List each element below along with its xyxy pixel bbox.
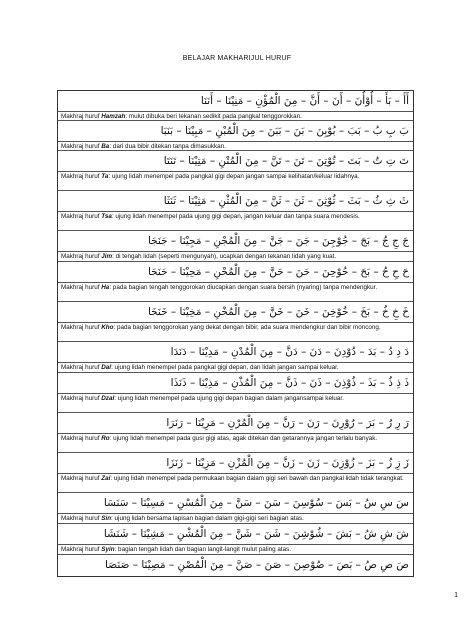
- arabic-exercise-row: حَ حِ حُ – بَحَ – حُوْحِنَ – حَنَ – حَنَّ – مِنَ الْمُحْنِ – مَحِيْنَا – حَنَحَا: [58, 262, 413, 283]
- letter-name: Syin: [101, 546, 115, 553]
- arabic-exercise-row: ثَ ثِ ثُ – بَثَ – ثُوْثِنَ – ثَنَ – ثَنَّ – مِنَ الْمُثْنِ – مَثِيْنَا – ثَنَثَا: [58, 191, 413, 212]
- letter-name: Ta: [101, 173, 109, 180]
- description-prefix: Makhraj huruf: [61, 435, 102, 442]
- arabic-exercise-row: سَ سِ سُ – بَسَ – سُوْسِنَ – سَنَ – سَنَّ – مِنَ الْمُسْنِ – مَسِيْنَا – سَنَسَا: [58, 493, 413, 514]
- description-prefix: Makhraj huruf: [61, 515, 102, 522]
- description-prefix: Makhraj huruf: [61, 364, 102, 371]
- arabic-exercise-row: صَ صِ صُ – بَصَ – صُوْصِنَ – صَنَ – صَنَّ – مِنَ الْمُصْنِ – مَصِيْنَا – صَنَصَا: [105, 559, 409, 571]
- letter-name: Jim: [101, 253, 113, 260]
- arabic-exercise-row: شَ شِ شُ – بَشَ – شُوْشِنَ – شَنَ – شَنَّ – مِنَ الْمُشْنِ – مَشِيْنَا – شَنَشَا: [58, 524, 413, 545]
- makhraj-description: [58, 323, 413, 342]
- makhraj-description: [58, 283, 413, 302]
- page-number: 1: [454, 592, 458, 599]
- letter-name: Ha: [101, 284, 110, 291]
- description-text: : pada bagian tenggorokan yang dekat dengan bibir, ada suara mendengkur dan bibir moncong.: [113, 324, 381, 331]
- description-text: : ujung lidah bersama lapisan bagian dalam gigi-gigi seri bagian atas.: [111, 515, 304, 522]
- arabic-exercise-row: بَ بِ بُ – بَبَ – بُوْبِنَ – بَنَ – بَبَنَ – مِنَ الْمُبْنِ – مَبِيْنَا – بَنَبَا: [58, 121, 413, 142]
- description-prefix: Makhraj huruf: [61, 284, 102, 291]
- description-prefix: Makhraj huruf: [61, 324, 102, 331]
- description-prefix: Makhraj huruf: [61, 253, 102, 260]
- description-prefix: Makhraj huruf: [61, 173, 102, 180]
- description-text: : pada bagian tengah tenggorokan diucapkan dengan suara bersih (nyaring) tanpa mendengkur.: [109, 284, 378, 291]
- description-text: : ujung lidah menempel pada pangkal gigi depan, dan lidah jangan sampai keluar.: [111, 364, 339, 371]
- arabic-exercise-row: دَ دِ دُ – بَدَ – دُوْدِنَ – دَنَ – دَنَّ – مِنَ الْمُدْنِ – مَدِيْنَا – دَنَدَا: [58, 342, 413, 363]
- description-text: : mulut dibuka beri tekanan sedikit pada pangkal tenggorokkan.: [125, 113, 302, 120]
- letter-name: Ro: [101, 435, 110, 442]
- arabic-exercise-row: زَ زِ زُ – بَزَ – زُوْزِنَ – زَنَ – زَنَّ – مِنَ الْمُزْنِ – مَزِيْنَا – زَنَزَا: [58, 453, 413, 474]
- letter-name: Zai: [101, 475, 111, 482]
- description-prefix: Makhraj huruf: [61, 113, 102, 120]
- arabic-exercise-row: ذَ ذِ ذُ – بَذَ – ذُوْذِنَ – ذَنَ – ذَنَّ – مِنَ الْمُذْنِ – مَذِيْنَا – ذَنَذَا: [58, 373, 413, 394]
- letter-name: Dal: [101, 364, 112, 371]
- arabic-exercise-row: خَ خِ خُ – بَخَ – خُوْخِنَ – خَنَ – خَنَّ – مِنَ الْمُخْنِ – مَخِيْنَا – خَنَخَا: [58, 302, 413, 323]
- description-prefix: Makhraj huruf: [61, 213, 102, 220]
- makhraj-description: [58, 212, 413, 231]
- makhraj-description: [58, 363, 413, 373]
- letter-name: Ba: [101, 143, 110, 150]
- makhraj-description: [58, 112, 413, 121]
- description-text: : dari dua bibir ditekan tanpa dimasukkan.: [109, 143, 226, 150]
- arabic-exercise-row: أَأَ – بَأَ – أُوْأُنَ – أَنَ – أَنَّ – مِنَ الْمُؤْنِ – مَنِيْنَا – أَنَنَا: [58, 91, 413, 112]
- makhraj-description: [58, 172, 413, 191]
- arabic-exercise-row: جَ جِ جُ – بَجَ – جُوْجِنَ – جَنَ – جَنَّ – مِنَ الْمُجْنِ – مَجِيْنَا – جَنَجَا: [58, 231, 413, 252]
- makhraj-description: [58, 514, 413, 524]
- arabic-exercise-row: رَ رِ رُ – بَرَ – رُوْرِنَ – رَنَ – رَنَّ – مِنَ الْمُرْنِ – مَرِيْنَا – رَنَرَا: [58, 413, 413, 434]
- makhraj-description: [58, 474, 413, 493]
- arabic-exercise-row: تَ تِ تُ – بَتَ – تُوْتِنَ – تَنَ – تَنَّ – مِنَ الْمُتْنِ – مَتِيْنَا – تَنَتَا: [58, 151, 413, 172]
- letter-name: Kho: [101, 324, 114, 331]
- description-text: : ujung lidah menempel pada gusi gigi atas, agak ditekan dan getarannya jangan terlalu banyak.: [109, 435, 378, 442]
- description-prefix: Makhraj huruf: [61, 546, 102, 553]
- description-prefix: Makhraj huruf: [61, 395, 102, 402]
- description-text: : bagian tengah lidah dan bagian langit-langit mulut paling atas.: [114, 546, 292, 553]
- makhraj-description: [58, 252, 413, 262]
- description-text: : ujung lidah menempel pada pangkal gigi depan jangan sampai kelihatan/keluar lidahnya.: [108, 173, 360, 180]
- makhraj-description: [58, 394, 413, 413]
- description-text: : di tengah lidah (seperti mengunyah), ucapkan dengan tekanan lidah yang kuat.: [112, 253, 337, 260]
- letter-name: Dzal: [101, 395, 115, 402]
- page-title: BELAJAR MAKHARIJUL HURUF: [182, 55, 292, 62]
- letter-name: Tsa: [101, 213, 112, 220]
- description-text: : ujung lidah menempel pada ujung gigi depan bagian dalam jangansampai keluar.: [114, 395, 344, 402]
- makhraj-description: [58, 142, 413, 151]
- description-prefix: Makhraj huruf: [61, 143, 102, 150]
- makhraj-description: [58, 545, 413, 555]
- makhraj-description: [58, 434, 413, 453]
- description-text: : ujung lidah menempel pada ujung gigi depan, jangan keluar dan tanpa suara mendesis.: [111, 213, 360, 220]
- letter-name: Hamzah: [101, 113, 126, 120]
- letter-name: Sin: [101, 515, 112, 522]
- description-text: : ujung lidah menempel pada permukaan bagian dalam gigi seri bawah dan pangkal lidah tidak terangkat.: [110, 475, 404, 482]
- makharij-table: [57, 90, 414, 577]
- description-prefix: Makhraj huruf: [61, 475, 102, 482]
